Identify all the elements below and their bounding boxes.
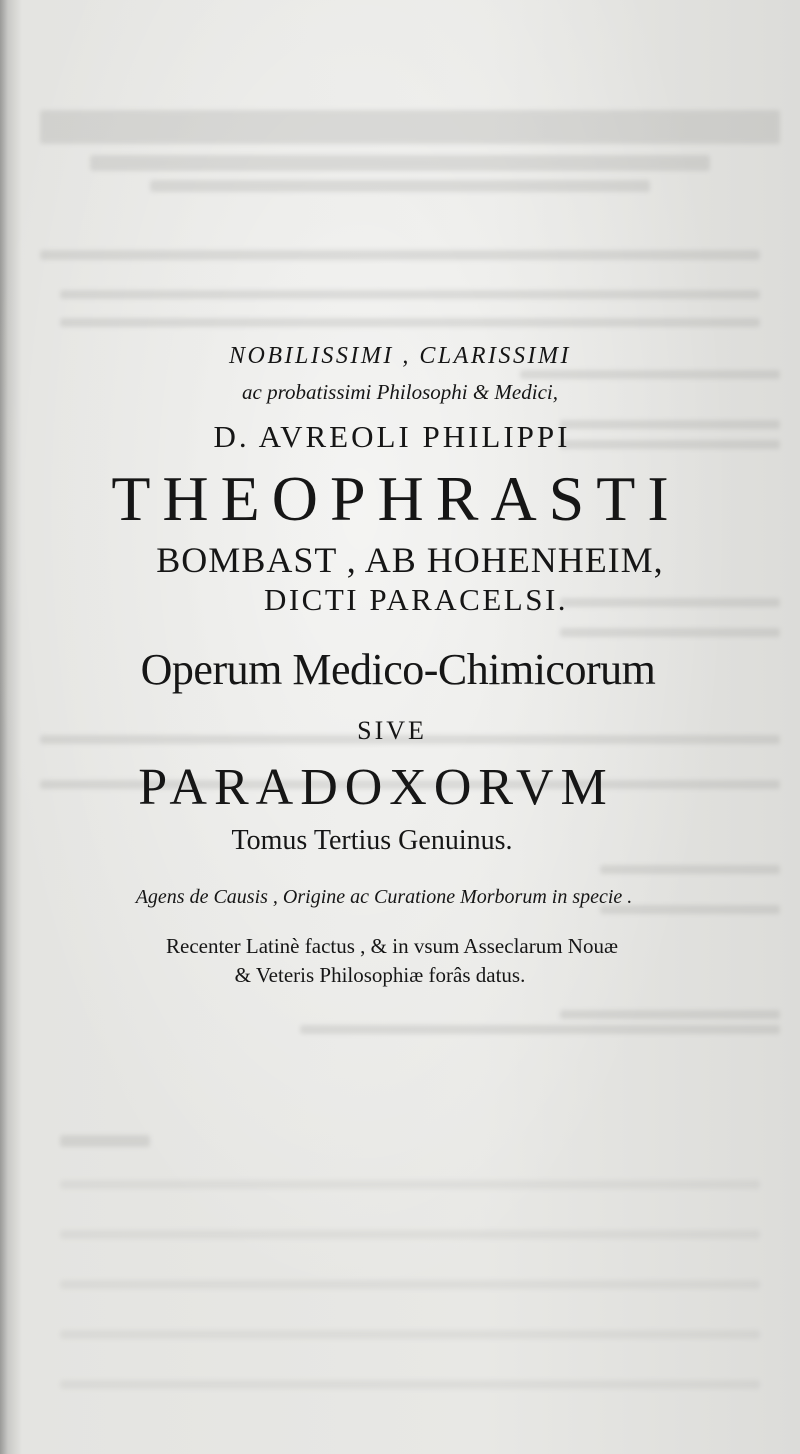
title-line-veteris: & Veteris Philosophiæ forâs datus. xyxy=(234,963,526,987)
title-line-paradoxorum: PARADOXORVM xyxy=(138,759,614,816)
title-line-theophrasti: THEOPHRASTI xyxy=(111,463,681,534)
title-line-tomus: Tomus Tertius Genuinus. xyxy=(231,825,513,856)
title-line-recenter: Recenter Latinè factus , & in vsum Asseclarum Nouæ xyxy=(166,934,618,958)
title-line-nobilissimi: NOBILISSIMI , CLARISSIMI xyxy=(229,343,571,369)
title-line-operum: Operum Medico-Chimicorum xyxy=(140,645,656,694)
title-line-paracelsi: DICTI PARACELSI. xyxy=(263,582,569,617)
title-line-sive: SIVE xyxy=(357,716,427,745)
title-line-agens: Agens de Causis , Origine ac Curatione Morborum in specie . xyxy=(135,886,633,908)
title-line-bombast: BOMBAST , AB HOHENHEIM, xyxy=(156,540,664,580)
title-line-probatissimi: ac probatissimi Philosophi & Medici, xyxy=(242,380,558,404)
title-line-aureoli: D. AVREOLI PHILIPPI xyxy=(213,419,571,454)
